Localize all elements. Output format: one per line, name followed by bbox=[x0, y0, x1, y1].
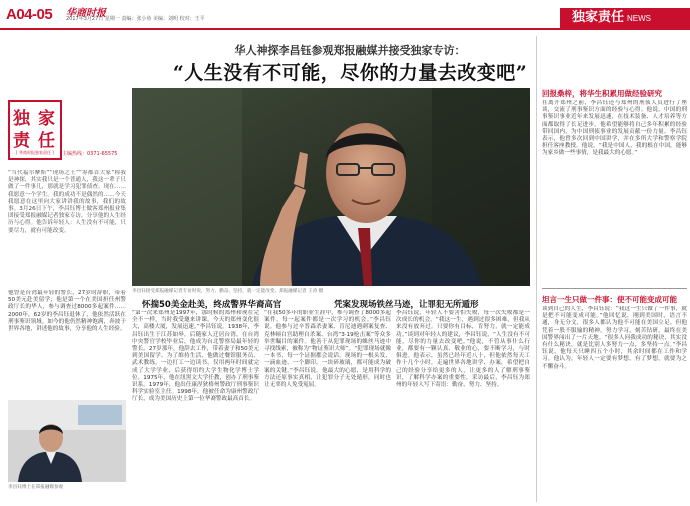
section-title: 独家责任 bbox=[572, 10, 625, 25]
paper-name: 华商时报 bbox=[66, 8, 106, 19]
visit-illustration bbox=[8, 400, 126, 482]
body-column-1: “第一次来郑州是1997年，那时候的郑州和现在完全不一样，当时我受邀来讲课，今天的郑州变化很大，高楼大厦，发展迅速。”李昌钰说。1938年，李昌钰出生于江苏如皋，后随家人迁居台湾。在台湾中央警官学校毕业后，他成为台北警察局最年轻的警长。27岁那年，他辞去工作，带着妻子和50美元到美国留学。为了维持生活，他做过餐馆服务员、武术教练，一边打工一边读书，仅用两年时间就完成了大学学业，后获得纽约大学生物化学博士学位。1975年，他在纽黑文大学任教，创办了刑事鉴识系。1979年，他出任康涅狄格州警政厅刑事鉴识科学实验室主任。1998年，他被任命为康州警政厅厅长，成为美国历史上第一位华裔警政最高首长。 bbox=[132, 310, 259, 403]
logo-subtitle: [ 华商时报独家责任 ] bbox=[16, 150, 54, 155]
logo-char: 独 bbox=[13, 109, 30, 129]
column-divider bbox=[536, 36, 537, 502]
section-heading: 怀揣50美金赴美，终成警界华裔高官 bbox=[142, 300, 282, 310]
masthead bbox=[0, 0, 690, 30]
secondary-photo bbox=[8, 400, 126, 482]
sub-headline: 华人神探李昌钰参观郑报融媒并接受独家专访： bbox=[234, 44, 466, 57]
section-heading: 凭案发现场铁丝马迹，让罪犯无所遁形 bbox=[334, 300, 479, 310]
section-tag bbox=[560, 8, 690, 28]
right-column-text: 谈到自己的人生，李昌钰说：“我这一生只做了一件事，就是把不可能变成可能。”他回忆说，刚到美国时，语言不通，身无分文，很多人都认为他不可能在美国立足。但他凭着一股不服输的精神，努力学习，刻苦钻研，最终在美国警界闯出了一片天地。“很多人问我成功的秘诀，其实没有什么秘诀，就是比别人多努力一点，多坚持一点。”李昌钰说，他每天只睡四五个小时，其余时间都在工作和学习。他认为，年轻人一定要有梦想，有了梦想，就要为之不懈奋斗。 bbox=[542, 306, 687, 370]
section-title-en: NEWS bbox=[627, 14, 652, 23]
portrait-illustration bbox=[132, 88, 530, 286]
logo-char: 责 bbox=[13, 131, 30, 151]
page-number: A04-05 bbox=[6, 6, 53, 23]
right-section-heading: 坦言一生只做一件事：使不可能变成可能 bbox=[542, 295, 677, 304]
logo-char: 家 bbox=[38, 109, 55, 129]
body-column-2: “在我50多年的职业生涯中，参与调查了8000多起案件，每一起案件都是一次学习的机会。”李昌钰说。他参与过辛普森杀妻案、肯尼迪遇刺案复查、克林顿白宫助理自杀案、台湾“3·19枪击案”等众多举世瞩目的案件。他善于从犯罪现场的蛛丝马迹中寻找线索，被称为“物证鉴识大师”。“犯罪现场就像一本书，每一个证据都会说话。现场的一根头发、一滴血迹、一个脚印、一块碎玻璃，都可能成为破案的关键。”李昌钰说，他最大的心愿，是用科学的方法还原事实真相，让犯罪分子无处遁形，同时也让无辜的人免受冤屈。 bbox=[264, 310, 391, 389]
main-photo bbox=[132, 88, 530, 286]
hotline: 主编热线：0371-65575 bbox=[62, 151, 118, 157]
right-column-text: 在离开郑州之前，李昌钰还与郑州的刑侦人员进行了座谈，交流了刑事鉴识方面的经验与心得。他说，中国的刑事鉴识事业近年来发展迅速，在技术装备、人才培养等方面都取得了长足进步。他希望能够将自己多年积累的经验带回国内，为中国刑侦事业的发展贡献一份力量。李昌钰表示，他曾多次回到中国讲学，并在多所大学和警察学院担任客座教授。他说，“我是中国人，我的根在中国，能够为家乡做一些事情，是我最大的心愿。” bbox=[542, 100, 687, 157]
intro-paragraph: “当代福尔摩斯”“现场之王”“筹都首大家”称我是神探，其实我只是一个普通人，我这一辈子只做了一件事儿，那就是学习犯罪侦查。现在……我愿意一个学生。我的成功不是偶然的……今天我愿意在这里向大家讲讲我的故事，我们的故事。3月26日下午，李昌钰博士做客郑州报业集团接受郑报融媒记者独家专访，分享他的人生经历与心得。他告诉年轻人：人生没有不可能，只要尽力，就有可能改变。 bbox=[8, 170, 126, 234]
secondary-photo-caption: 李昌钰博士在郑报融媒参观 bbox=[8, 485, 64, 490]
body-column-3: 李昌钰说，年轻人不要害怕失败，每一次失败都是一次成长的机会。“我这一生，遇到过很多困难，但我从来没有放弃过。只要你有目标，肯努力，就一定能成功。”谈到对年轻人的建议，李昌钰说，“人生没有不可能，尽你的力量去改变吧。”他说，不管从事什么行业，都要有一颗认真、敬业的心，要不断学习，与时俱进。他表示，虽然已经年近八十，但他依然每天工作十几个小时，走遍世界各地讲学、办案，希望把自己的经验分享给更多的人，让更多的人了解刑事鉴识，了解科学办案的重要性。采访最后，李昌钰为郑州的年轻人写下寄语：勤奋、努力、坚持。 bbox=[396, 310, 530, 389]
section-divider bbox=[542, 288, 687, 289]
right-section-heading: 回报桑梓，将华生积累用做经验研究 bbox=[542, 89, 662, 98]
left-column-text: 他曾是台湾最年轻的警长，27岁时辞职，带着50美元赴美留学；他是第一个在美国担任州警政厅长的华人，参与调查过8000多起案件……2000年，62岁的李昌钰退休了，他依然活跃在刑事鉴识领域。如今的他仍然精神饱满，奔波于世界各地，讲述他的故事，分享他的人生经验。 bbox=[8, 290, 126, 333]
column-logo bbox=[8, 100, 62, 160]
main-headline: “人生没有不可能，尽你的力量去改变吧” bbox=[172, 62, 528, 84]
photo-caption: 李昌钰接受郑报融媒记者专访时说，努力、勤奋、坚持，就一定能改变。郑报融媒记者 王涛 摄 bbox=[132, 289, 324, 294]
logo-char: 任 bbox=[38, 131, 55, 151]
issue-date: 2017年3月27日 星期一 责编：张小鱼 美编：刘明 校对：王平 bbox=[66, 16, 205, 22]
